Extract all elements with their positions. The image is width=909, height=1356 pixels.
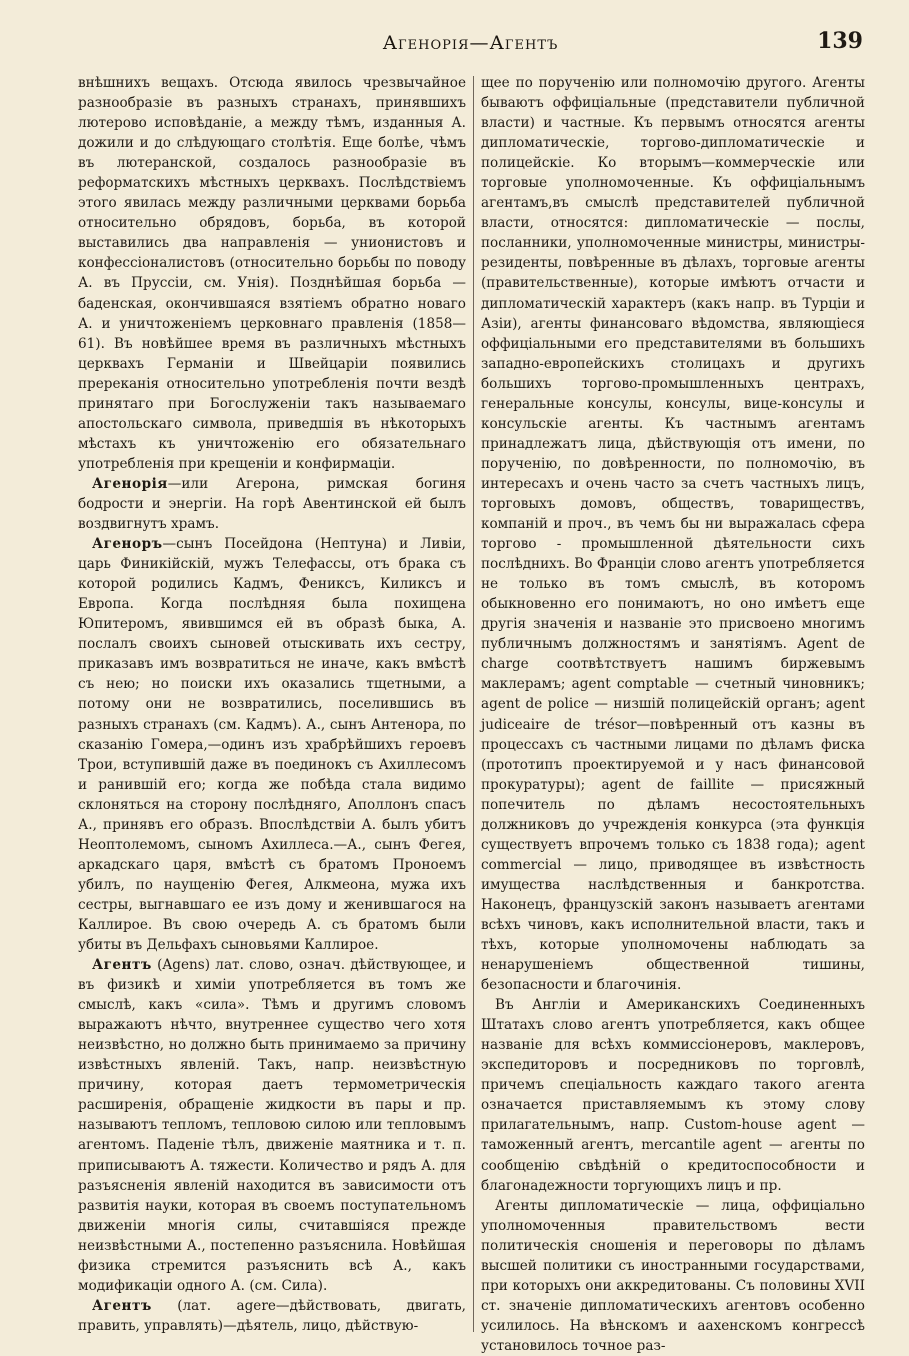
entry-agenor	[78, 534, 466, 955]
headword-agent-person: Агентъ	[92, 1297, 152, 1314]
entry-agent-physics	[78, 955, 466, 1296]
paragraph-diplomatic-agents: Агенты дипломатическіе — лица, оффиціально уполномоченныя правительствомъ вести политическія сношенія и переговоры по дѣламъ высшей политики съ иностранными государствами, при которыхъ они аккредитованы. Съ половины XVII ст. значеніе дипломатическихъ агентовъ особенно усилилось. На вѣнскомъ и аахенскомъ конгрессѣ установилось точное раз-	[481, 1197, 865, 1354]
headword-agenoria: Агенорія	[92, 475, 168, 492]
headword-agent-physics: Агентъ	[92, 957, 152, 974]
left-column	[78, 73, 466, 1335]
entry-agenoria-text: —или Агерона, римская богиня бодрости и энергіи. На горѣ Авентинской ей былъ воздвигнутъ храмъ.	[78, 475, 466, 533]
paragraph-liturgy-continuation: внѣшнихъ вещахъ. Отсюда явилось чрезвычайное разнообразіе въ разныхъ странахъ, принявшихъ лютерово исповѣданіе, а между тѣмъ, изданныя А. дожили и до слѣдующаго столѣтія. Еще болѣе, чѣмъ въ лютеранской, создалось разнообразіе въ реформатскихъ мѣстныхъ церквахъ. Послѣдствіемъ этого явилась между различными церквами борьба относительно обрядовъ, борьба, въ которой выставились два направленія — унионистовъ и конфессіоналистовъ (относительно борьбы по поводу А. въ Пруссіи, см. Унія). Позднѣйшая борьба — баденская, окончившаяся взятіемъ обратно новаго А. и уничтоженіемъ церковнаго правленія (1858—61). Въ новѣйшее время въ различныхъ мѣстныхъ церквахъ Германіи и Швейцаріи появились пререканія относительно употребленія почти вездѣ принятаго при Богослуженіи такъ называемаго апостольскаго символа, приведшія въ нѣкоторыхъ мѣстахъ къ уничтоженію его обязательнаго употребленія при крещеніи и конфирмаціи.	[78, 75, 466, 472]
right-column	[481, 73, 865, 1354]
column-divider	[473, 76, 474, 1332]
paragraph-agent-england: Въ Англіи и Американскихъ Соединенныхъ Штатахъ слово агентъ употребляется, какъ общее названіе для всѣхъ коммиссіонеровъ, маклеровъ, экспедиторовъ и посредниковъ по торговлѣ, причемъ спеціальность каждаго такого агента означается приставляемымъ къ этому слову прилагательнымъ, напр. Custom-house agent — таможенный агентъ, mercantile agent — агенты по сообщенію свѣдѣній о кредитоспособности и благонадежности торгующихъ лицъ и пр.	[481, 997, 865, 1194]
running-title: Агенорія—Агентъ	[382, 32, 559, 54]
entry-agenor-text: —сынъ Посейдона (Нептуна) и Ливіи, царь Финикійскій, мужъ Телефассы, отъ брака съ которой родились Кадмъ, Фениксъ, Киликсъ и Европа. Когда послѣдняя была похищена Юпитеромъ, явившимся ей въ образѣ быка, А. послалъ своихъ сыновей отыскивать ихъ сестру, приказавъ имъ возвратиться не иначе, какъ вмѣстѣ съ нею; но поиски ихъ оказались тщетными, а потому они не возвратились, поселившись въ разныхъ странахъ (см. Кадмъ). А., сынъ Антенора, по сказанію Гомера,—одинъ изъ храбрѣйшихъ героевъ Трои, вступившій даже въ поединокъ съ Ахиллесомъ и ранившій его; когда же побѣда стала видимо склоняться на сторону послѣдняго, Аполлонъ спасъ А., принявъ его образъ. Впослѣдствіи А. былъ убитъ Неоптолемомъ, сыномъ Ахиллеса.—А., сынъ Фегея, аркадскаго царя, вмѣстѣ съ братомъ Проноемъ убилъ, по наущенію Фегея, Алкмеона, мужа ихъ сестры, выгнавшаго ее изъ дому и женившагося на Каллирое. Въ свою очередь А. съ братомъ были убиты въ Дельфахъ сыновьями Каллирое.	[78, 536, 466, 954]
page-header	[78, 28, 863, 62]
headword-agenor: Агеноръ	[92, 536, 163, 553]
page-number: 139	[817, 28, 863, 54]
entry-agent-person-text: (лат. agere—дѣйствовать, двигать, править, управлять)—дѣятель, лицо, дѣйствую-	[78, 1297, 466, 1334]
entry-agenoria	[78, 474, 466, 534]
entry-agent-physics-text: (Agens) лат. слово, означ. дѣйствующее, и въ физикѣ и химіи употребляется въ томъ же смыслѣ, какъ «сила». Тѣмъ и другимъ словомъ выражаютъ нѣчто, внутреннее существо чего хотя неизвѣстно, но должно быть принимаемо за причину извѣстныхъ явленій. Такъ, напр. неизвѣстную причину, которая даетъ термометрическія расширенія, обращеніе жидкости въ пары и пр. называютъ тепломъ, тепловою силою или тепловымъ агентомъ. Паденіе тѣлъ, движеніе маятника и т. п. приписываютъ А. тяжести. Количество и рядъ А. для разъясненія явленій находится въ зависимости отъ развитія науки, которая въ своемъ поступательномъ движеніи многія силы, считавшіяся прежде неизвѣстными А., постепенно разъяснила. Новѣйшая физика стремится разъяснить всѣ А., какъ модификаціи одного А. (см. Сила).	[78, 957, 466, 1294]
entry-agent-person	[78, 1296, 466, 1336]
paragraph-agent-types: щее по порученію или полномочію другого. Агенты бываютъ оффиціальные (представители публичной власти) и частные. Къ первымъ относятся агенты дипломатическіе, торгово-дипломатическіе и полицейскіе. Ко вторымъ—коммерческіе или торговые уполномоченные. Къ оффиціальнымъ агентамъ,въ смыслѣ представителей публичной власти, относятся: дипломатическіе — послы, посланники, уполномоченные министры, министры-резиденты, повѣренные въ дѣлахъ, торговые агенты (правительственные), которые имѣютъ отчасти и дипломатическій характеръ (какъ напр. въ Турціи и Азіи), агенты финансоваго вѣдомства, являющіеся оффиціальными его представителями въ большихъ западно-европейскихъ столицахъ и другихъ большихъ торгово-промышленныхъ центрахъ, генеральные консулы, консулы, вице-консулы и консульскіе агенты. Къ частнымъ агентамъ принадлежатъ лица, дѣйствующія отъ имени, по порученію, по довѣренности, по полномочію, въ интересахъ и очень часто за счетъ частныхъ лицъ, торговыхъ домовъ, обществъ, товариществъ, компаній и проч., въ чемъ бы ни выражалась сфера торгово - промышленной дѣятельности сихъ послѣднихъ. Во Франціи слово агентъ употребляется не только въ томъ смыслѣ, въ которомъ обыкновенно его понимаютъ, но оно имѣетъ еще другія значенія и названіе это присвоено многимъ публичнымъ должностямъ и занятіямъ. Agent de charge соотвѣтствуетъ нашимъ биржевымъ маклерамъ; agent comptable — счетный чиновникъ; agent de police — низшій полицейскій органъ; agent judiceaire de trésor—повѣренный отъ казны въ процессахъ съ частными лицами по дѣламъ фиска (прототипъ проектируемой и у насъ финансовой прокуратуры); agent de faillite — присяжный попечитель по дѣламъ несостоятельныхъ должниковъ до учрежденія конкурса (эта функція существуетъ впрочемъ только съ 1838 года); agent commercial — лицо, приводящее въ извѣстность имущества наслѣдственныя и банкротства. Наконецъ, французскій законъ называетъ агентами всѣхъ чиновъ, какъ исполнительной власти, такъ и тѣхъ, которые уполномочены наблюдать за ненарушеніемъ общественной тишины, безопасности и благочинія.	[481, 75, 865, 994]
